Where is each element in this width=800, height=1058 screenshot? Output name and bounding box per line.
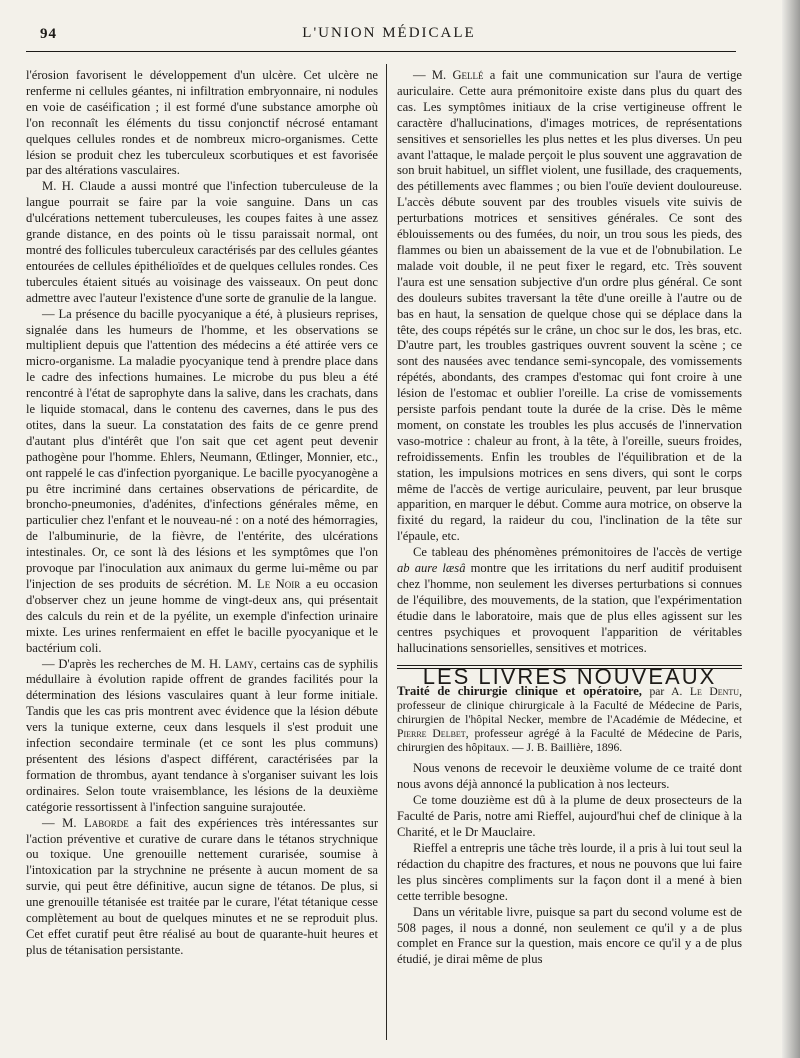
paragraph: l'érosion favorisent le développement d'un ulcère. Cet ulcère ne renferme ni cellules géantes, ni infiltration embryonnaire, ni nodules en voie de caséification ; il est formé d'une substance amorphe où l'on reconnaît les éléments du tissu conjonctif nécrosé entamant quelques cellules rondes et de nombreux micro-organismes. Cette lésion se produit chez les tuberculeux scorbutiques et est favorisée par des altérations vasculaires. (26, 68, 378, 178)
author-name: Le Noir (257, 577, 301, 591)
author-name: Pierre Delbet (397, 727, 466, 741)
author-name: Gellé (452, 68, 484, 82)
author-name: Le Dentu (689, 685, 740, 699)
paragraph-text: — M. (42, 815, 77, 830)
header-rule (26, 51, 736, 52)
paragraph: M. H. Claude a aussi montré que l'infection tuberculeuse de la langue pourrait se faire par la voie sanguine. Dans un cas d'ulcérations nettement tuberculeuses, les coupes faites à une assez grande distance, en des points où le tissu paraissait normal, ont montré des follicules tuberculeux caractérisés par des cellules géantes entourées de cellules épithélioïdes et de quelques cellules rondes. Ces tubercules étaient situés au voisinage des vaisseaux. On peut donc admettre avec l'auteur l'existence d'une sorte de granulie de la langue. (26, 179, 378, 305)
author-name: Lamy (224, 656, 254, 671)
book-text: , professeur de clinique chirurgicale à la Faculté de Médecine de Paris, chirurgien de l'hôpital Necker, membre de l'Académie de Médecine, et (397, 685, 742, 727)
right-column (397, 68, 742, 968)
paragraph (397, 545, 742, 656)
paragraph-text: a fait une communication sur l'aura de vertige auriculaire. Cette aura prémonitoire existe dans plus du quart des cas. Les symptômes initiaux de la crise vertigineuse offrent le caractère d'hallucinations, d'images motrices, de représentations sensitives et sensorielles les plus nettes et les plus diverses. Un peu avant l'attaque, le malade perçoit le plus souvent une aggravation de son bruit habituel, un sifflet violent, une fusillade, des craquements, des pétillements avec flammes ; ou bien l'ouïe devient douloureuse. L'accès débute souvent par des troubles visuels vite suivis de perturbations motrices et sensitives générales. Ce sont des éblouissements ou des fumées, du noir, un trou sous les pieds, des flammes ou bien un abaissement de la vue et de l'obnubilation. Le malade voit double, il ne peut fixer le regard, etc. Très souvent l'aura est une sensation subjective d'un ordre plus général. Ce sont des douleurs subites traversant la tête d'une oreille à l'autre ou de bas en haut, la sensation de quelque chose qui se déplace dans la tête, des coups répétés sur le crâne, un choc sur le dos, les bras, etc. D'autre part, les troubles gastriques ouvrent souvent la scène ; ce sont des nausées avec tendance semi-syncopale, des vomissements répétés, abondants, des crampes d'estomac qui font croire à une lésion de l'estomac et oublier l'oreille. La crise de vomissements persiste parfois pendant toute la durée de la crise. Dès le même moment, on constate les troubles les plus accusés de l'innervation vaso-motrice : chaleur au front, à la tête, à l'oreille, sueurs froides, refroidissements. Enfin les troubles de l'équilibration et de la station, les impulsions motrices en sens divers, qui sont le corps même de l'accès de vertige auriculaire, peuvent, par leur brusque apparition, en marquer le début. Comme aura motrice, on observe la fixité du regard, la raideur du cou, l'inclination de la tête sur l'épaule, etc. (397, 68, 743, 544)
section-title: LES LIVRES NOUVEAUX (422, 663, 717, 689)
paragraph-text: — M. (413, 68, 447, 82)
paragraph-text: a fait des expériences très intéressantes sur l'action préventive et curative de curare dans le tétanos strychnique ou toxique. Une grenouille nettement curarisée, soumise à l'intoxication par la strychnine ne présente à aucun moment de sa survie, qui peut être définitive, aucun signe de tétanos. De plus, si une grenouille tétanisée est traitée par le curare, l'état tétanique cesse complètement au bout de quelques minutes et ne se reproduit plus. Cet effet curatif peut être réalisé au bout de quarante-huit heures et plus de tétanisation persistante. (26, 815, 379, 957)
latin-phrase: ab aure læsâ (397, 561, 466, 576)
paragraph: Ce tome douzième est dû à la plume de deux prosecteurs de la Faculté de Paris, notre ami Rieffel, aujourd'hui chef de clinique à la Charité, et le Dr Mauclaire. (397, 793, 742, 840)
book-entry (397, 684, 742, 755)
column-divider (386, 64, 387, 1040)
left-column (26, 68, 378, 959)
paragraph: Rieffel a entrepris une tâche très lourde, il a pris à lui tout seul la rédaction du chapitre des fractures, et nous ne pouvons que lui faire les plus sincères compliments sur la façon dont il a mené à bien cette terrible besogne. (397, 840, 742, 903)
page-header (26, 22, 752, 48)
book-text: , professeur agrégé à la Faculté de Médecine de Paris, chirurgien des hôpitaux. — J. B. Baillière, 1896. (397, 727, 743, 755)
paragraph-text: , certains cas de syphilis médullaire à évolution rapide offrent de grandes facilités pour la détermination des lésions vasculaires quant à leur forme initiale. Tandis que les cas pris montrent avec évidence que la lésion débute vers la tunique externe, ceux dans lesquels il s'est produit une infection secondaire terminale (et ce sont les plus communs) présentent des lésions d'aspect différent, caractérisées par la formation de thrombus, ayant tendance à s'organiser suivant les lois ordinaires. Selon toute vraisemblance, les lésions de la deuxième catégorie ressortissent à l'infection sanguine surajoutée. (26, 656, 378, 814)
paragraph-text: Ce tableau des phénomènes prémonitoires de l'accès de vertige (413, 545, 742, 560)
paragraph-text: a eu occasion d'observer chez un jeune homme de vingt-deux ans, qui présentait des calculs du rein et de la pyélite, un exemple d'infection urinaire mixte. Les urines renfermaient en effet le bacille pyocyanique et le bactérium coli. (26, 577, 378, 655)
page-edge-shadow (782, 0, 800, 1058)
paragraph (397, 68, 742, 545)
paragraph (26, 657, 378, 816)
running-title: L'UNION MÉDICALE (302, 25, 476, 41)
book-text: par A. (649, 685, 683, 699)
paragraph: Nous venons de recevoir le deuxième volume de ce traité dont nous avons déjà annoncé la publication à nos lecteurs. (397, 761, 742, 792)
author-name: Laborde (84, 815, 129, 830)
book-title: Traité de chirurgie clinique et opératoire, (397, 684, 642, 699)
paragraph-text: — La présence du bacille pyocyanique a été, à plusieurs reprises, signalée dans les humeurs de l'homme, et les observations se multiplient depuis que l'attention des médecins a été attirée vers ce micro-organisme. La maladie pyocyanique tend à prendre place dans le cadre des infections humaines. Le microbe du pus bleu a été rencontré à l'état de saprophyte dans la salive, dans les crachats, dans le liquide stomacal, dans le contenu des cavernes, dans le pus des otites, dans la sueur. La constatation des faits de ce genre prend d'autant plus d'intérêt que l'on sait que cet agent peut devenir pathogène pour l'homme. Ehlers, Neumann, Œtlinger, Monnier, etc., ont rappelé le cas d'infection pyorganique. Le bacille pyocyanogène a pu être incriminé dans certaines observations de péricardite, de broncho-pneumonies, d'adénites, d'infections générales même, en particulier chez l'enfant et le nouveau-né : on a noté des hémorragies, de l'albuminurie, de la fièvre, de l'entérite, des ulcérations intestinales. Or, ce sont là des lésions et les symptômes que l'on provoque par l'inoculation aux animaux du germe lui-même ou par l'injection de ses produits de sécrétion. M. (26, 306, 378, 591)
paragraph: Dans un véritable livre, puisque sa part du second volume est de 508 pages, il nous a donné, non seulement ce qu'il y a de plus complet en France sur la question, mais encore ce qu'il y a de plus étudié, je dirai même de plus (397, 904, 742, 967)
page-number: 94 (40, 26, 57, 42)
paragraph (26, 816, 378, 959)
paragraph (26, 307, 378, 657)
paragraph-text: — D'après les recherches de M. H. (42, 656, 222, 671)
paragraph-text: montre que les irritations du nerf auditif produisent chez l'homme, non seulement les diverses perturbations si connues de l'équilibre, des mouvements, de la station, que l'expérimentation étudie dans le laboratoire, mais que de plus elles agissent sur les centres psychiques et provoquent l'apparition de véritables hallucinations sensorielles, sensitives et motrices. (397, 561, 742, 655)
